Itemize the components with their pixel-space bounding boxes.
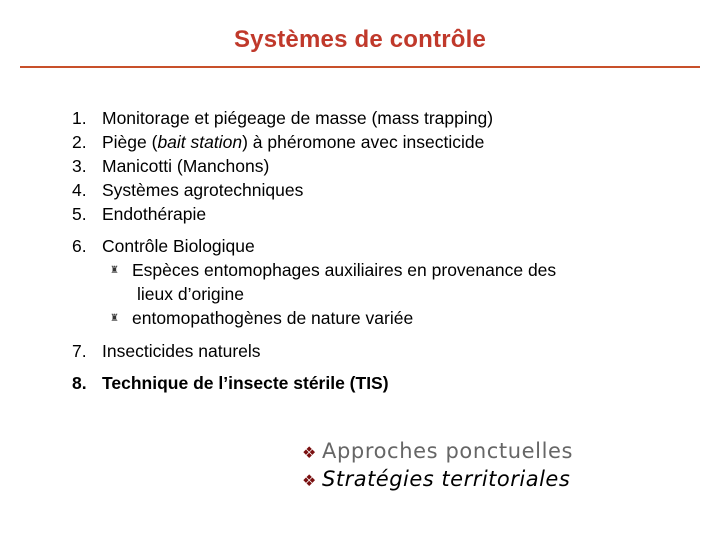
item-number: 6. [72, 236, 87, 256]
item-number: 7. [72, 341, 87, 361]
item-text: Systèmes agrotechniques [102, 180, 304, 200]
sub-bullet-icon: ♜ [110, 313, 119, 325]
item-text: Technique de l’insecte stérile (TIS) [102, 373, 389, 393]
item-text: Endothérapie [102, 204, 207, 224]
item-text-after: ) à phéromone avec insecticide [242, 132, 485, 152]
sub-item-text: entomopathogènes de nature variée [132, 308, 414, 328]
item-text: Contrôle Biologique [102, 236, 255, 256]
approach-text: Stratégies territoriales [322, 467, 571, 491]
slide-title: Systèmes de contrôle [233, 26, 487, 53]
item-number: 3. [72, 156, 87, 176]
item-text-before: Piège ( [102, 132, 158, 152]
approach-text: Approches ponctuelles [322, 439, 574, 463]
item-text: Manicotti (Manchons) [102, 156, 270, 176]
item-number: 8. [72, 373, 87, 393]
list-item [72, 106, 493, 130]
list-item [72, 339, 261, 363]
item-number: 1. [72, 108, 87, 128]
list-item [72, 130, 484, 154]
item-text-italic: bait station [157, 132, 243, 152]
item-text: Monitorage et piégeage de masse (mass trapping) [102, 108, 494, 128]
diamond-bullet-icon: ❖ [302, 443, 317, 462]
item-number: 2. [72, 132, 87, 152]
diamond-bullet-icon: ❖ [302, 471, 317, 490]
list-item [72, 371, 389, 395]
item-text: Insecticides naturels [102, 341, 261, 361]
approach-item [302, 437, 573, 467]
item-number: 5. [72, 204, 87, 224]
approach-item [302, 465, 570, 495]
sub-item-text: Espèces entomophages auxiliaires en provenance des [132, 260, 557, 280]
sub-item-text-continued: lieux d’origine [137, 284, 245, 304]
sub-list-item [110, 306, 413, 331]
list-item [72, 234, 255, 258]
list-item [72, 202, 206, 226]
sub-list-item [110, 258, 556, 283]
list-item [72, 154, 269, 178]
item-number: 4. [72, 180, 87, 200]
list-item [72, 178, 303, 202]
sub-bullet-icon: ♜ [110, 265, 119, 277]
title-divider [20, 66, 700, 68]
